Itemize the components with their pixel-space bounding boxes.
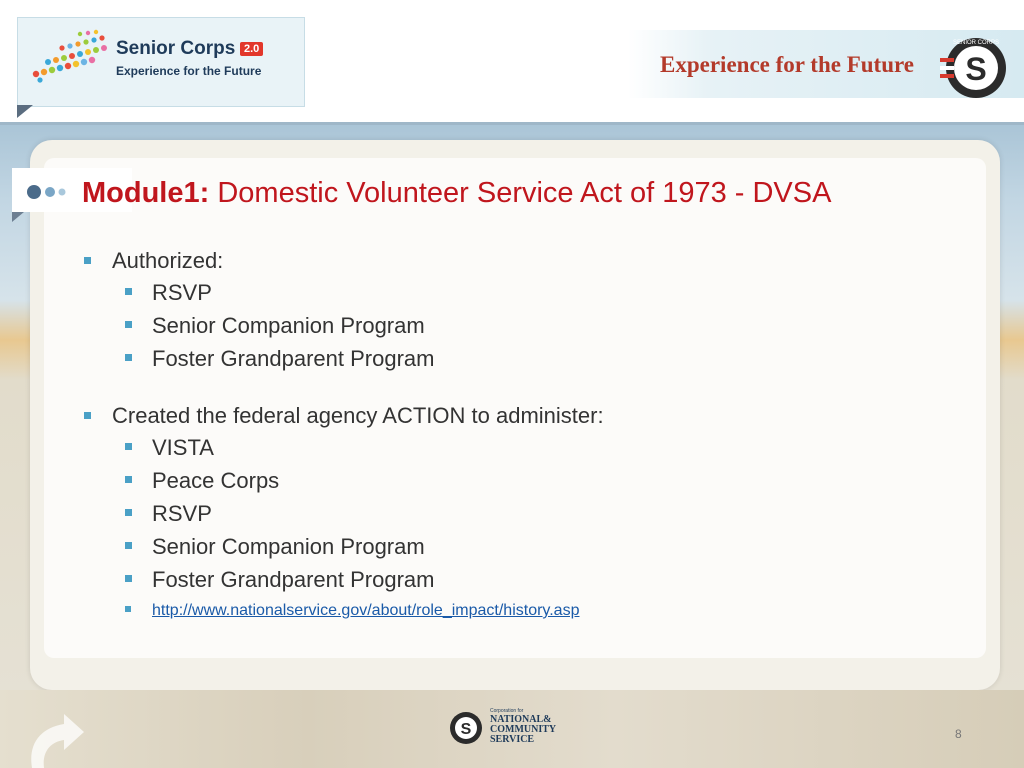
sub-bullet-item: Senior Companion Program (82, 530, 962, 563)
sub-bullet-item: Senior Companion Program (82, 309, 962, 342)
bullet-list (82, 246, 962, 626)
cncs-small-text: Corporation for (490, 708, 524, 714)
logo-dots-icon (28, 28, 112, 84)
bullet-text: Created the federal agency ACTION to administer: (112, 403, 604, 428)
seal-text: SENIOR CORPS (952, 40, 1000, 46)
footer-senior-corps-seal-icon (448, 708, 484, 748)
seal-letter: S (965, 51, 987, 87)
title-dots-icon (26, 182, 70, 202)
logo-title: Senior Corps (116, 38, 236, 59)
slide-title (82, 174, 942, 212)
cncs-line: COMMUNITY (490, 724, 557, 735)
bullet-item (82, 246, 962, 401)
page-number: 8 (955, 727, 962, 741)
senior-corps-seal-icon (940, 24, 1006, 108)
sub-bullet-item: RSVP (82, 497, 962, 530)
banner-text: Experience for the Future (660, 52, 915, 77)
sub-bullet-item: RSVP (82, 276, 962, 309)
logo-version-badge: 2.0 (240, 42, 263, 56)
svg-text:S: S (460, 721, 472, 738)
sub-bullet-item: VISTA (82, 431, 962, 464)
sub-bullet-item (82, 596, 962, 626)
bullet-item (82, 401, 962, 626)
sub-bullet-list (112, 276, 962, 375)
curved-arrow-icon (18, 694, 88, 768)
cncs-title (490, 715, 556, 745)
cncs-line: NATIONAL& (490, 714, 552, 725)
sub-bullet-list (112, 431, 962, 626)
cncs-logo (490, 708, 560, 750)
slide-title-bold: Module1: (82, 177, 210, 209)
logo-subtitle: Experience for the Future (116, 64, 262, 78)
sub-bullet-item: Foster Grandparent Program (82, 563, 962, 596)
sub-bullet-item: Peace Corps (82, 464, 962, 497)
bullet-text: Authorized: (112, 248, 224, 273)
history-link[interactable]: http://www.nationalservice.gov/about/role_impact/history.asp (152, 602, 580, 619)
logo-fold-decoration (17, 105, 33, 118)
slide-title-rest: Domestic Volunteer Service Act of 1973 - DVSA (209, 177, 832, 209)
title-tab-fold (12, 212, 24, 222)
cncs-line: SERVICE (490, 734, 535, 745)
sub-bullet-item: Foster Grandparent Program (82, 342, 962, 375)
